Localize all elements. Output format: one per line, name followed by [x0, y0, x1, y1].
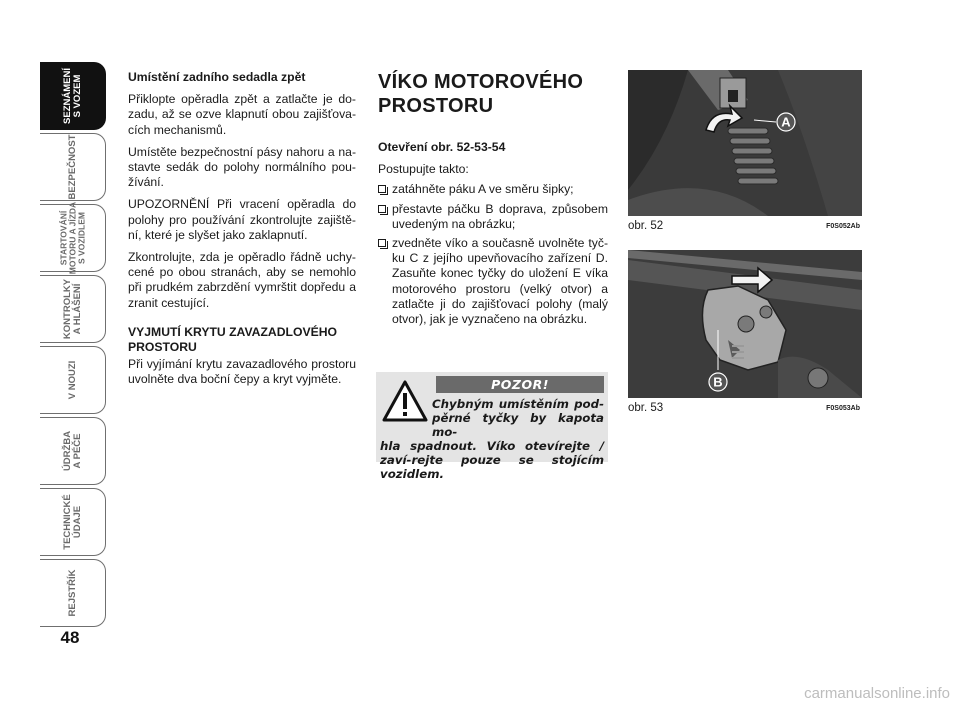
warning-text-first: Chybným umístěním pod-pěrné tyčky by kapota mo- — [432, 397, 604, 439]
tab-label: BEZPEČNOST — [66, 134, 78, 200]
warning-title: POZOR! — [436, 376, 604, 393]
figure-number: obr. 53 — [628, 402, 664, 414]
page-title: VÍKO MOTOROVÉHO PROSTORU — [378, 71, 584, 117]
rear-seat-heading: Umístění zadního sedadla zpět — [128, 70, 306, 84]
figure-code: F0S053Ab — [826, 405, 860, 412]
warning-box — [376, 372, 608, 481]
checkbox-bullet-icon — [378, 239, 386, 247]
steps-list — [378, 182, 608, 327]
tab-startovani[interactable] — [40, 201, 106, 275]
figure-label-a: A — [781, 114, 791, 130]
paragraph: Umístěte bezpečnostní pásy nahoru a na-stavte sedák do polohy normálního pou-žívání. — [128, 144, 356, 190]
tab-kontrolky[interactable] — [40, 275, 106, 343]
tab-label: V NOUZI — [66, 360, 78, 400]
tab-v-nouzi[interactable] — [40, 346, 106, 414]
middle-column — [378, 70, 608, 331]
watermark: carmanualsonline.info — [804, 685, 950, 702]
figure-number: obr. 52 — [628, 220, 664, 232]
tab-label: TECHNICKÉ ÚDAJE — [61, 494, 83, 550]
left-column — [128, 70, 356, 394]
list-item — [378, 236, 608, 327]
step-text: přestavte páčku B doprava, způsobem uvedeným na obrázku; — [392, 201, 608, 231]
tab-label: REJSTŘÍK — [66, 569, 78, 617]
step-text: zvedněte víko a současně uvolněte tyč-ku C z jejího upevňovacího zařízení D. Zasuňte konec tyčky do uložení E víka motorového prostoru (velký otvor) a zatlačte ji do zajišťovací polohy (malý otvor), jak je vyznačeno na obrázku. — [392, 236, 608, 327]
section-heading: VYJMUTÍ KRYTU ZAVAZADLOVÉHO PROSTORU — [128, 324, 337, 354]
figure-52-image — [628, 70, 862, 216]
tab-label: STARTOVÁNÍ MOTORU A JÍZDA S VOZIDLEM — [58, 201, 86, 275]
tab-bezpecnost[interactable] — [40, 133, 106, 201]
checkbox-bullet-icon — [378, 185, 386, 193]
tab-rejstrik[interactable] — [40, 559, 106, 627]
tab-seznameni[interactable] — [40, 62, 106, 130]
paragraph: UPOZORNĚNÍ Při vracení opěradla do polohy pro používání zkontrolujte zajiště-ní, které je slyšet jako zaklapnutí. — [128, 197, 356, 242]
list-item — [378, 182, 608, 197]
step-text: zatáhněte páku A ve směru šipky; — [392, 182, 574, 197]
figure-53-image — [628, 250, 862, 398]
figure-code: F0S052Ab — [826, 223, 860, 230]
figure-label-b: B — [713, 374, 723, 390]
page-number: 48 — [60, 628, 80, 647]
paragraph: Zkontrolujte, zda je opěradlo řádně uchy-cené po obou stranách, aby se nemohlo při prudkém zabrzdění vymrštit dopředu a zranit cestující. — [128, 250, 356, 310]
tab-label: SEZNÁMENÍ S VOZEM — [61, 68, 83, 124]
intro-text: Postupujte takto: — [378, 162, 469, 177]
list-item — [378, 202, 608, 232]
warning-text-rest: hla spadnout. Víko otevírejte / zaví-rejte pouze se stojícím vozidlem. — [380, 439, 604, 481]
tab-technicke-udaje[interactable] — [40, 488, 106, 556]
paragraph: Přiklopte opěradla zpět a zatlačte je do-zadu, až se ozve klapnutí obou zajišťova-cích mechanismů. — [128, 92, 356, 137]
section-text: Při vyjímání krytu zavazadlového prostoru uvolněte dva boční čepy a kryt vyjměte. — [128, 356, 356, 387]
subheading: Otevření obr. 52-53-54 — [378, 140, 506, 154]
warning-text — [380, 397, 604, 481]
tab-label: KONTROLKY A HLÁŠENÍ — [61, 278, 83, 340]
tab-label: ÚDRŽBA A PÉČE — [61, 430, 83, 472]
tab-udrzba[interactable] — [40, 417, 106, 485]
checkbox-bullet-icon — [378, 205, 386, 213]
